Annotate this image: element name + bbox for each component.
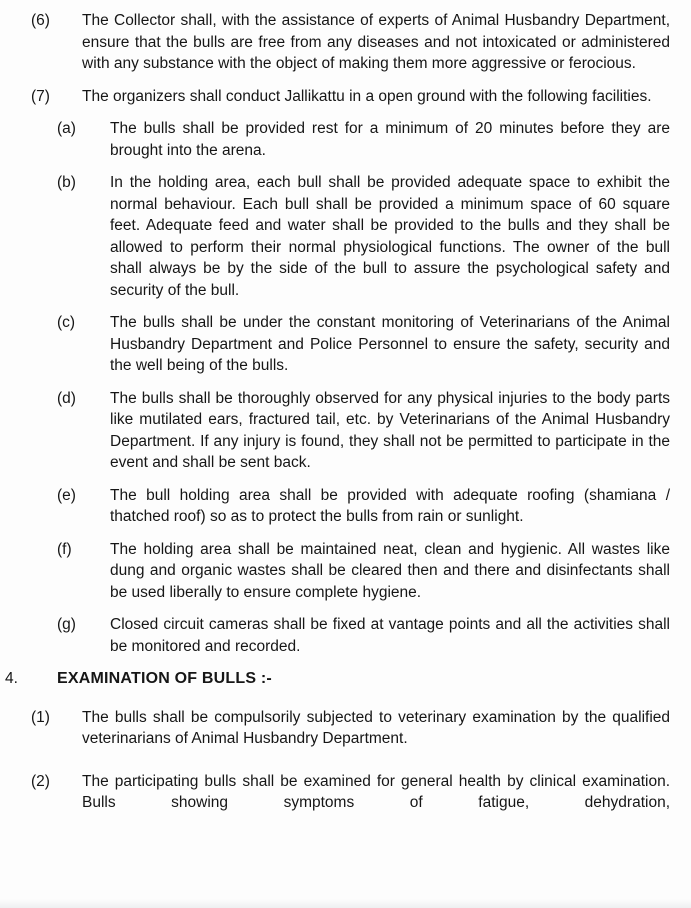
section-number: 4. (5, 670, 18, 687)
item-number: (e) (57, 486, 76, 504)
item-text: The participating bulls shall be examined for general health by clinical examination. Bulls showing symptoms of fatigue, dehydration, (82, 772, 670, 811)
list-item-a (0, 118, 691, 161)
item-number: (g) (57, 616, 76, 633)
list-item-e (0, 485, 691, 528)
section-title: EXAMINATION OF BULLS :- (57, 670, 272, 687)
item-number: (a) (57, 120, 76, 137)
item-number: (c) (57, 314, 76, 331)
scan-edge-artifact (0, 899, 691, 908)
list-item-g (0, 614, 691, 657)
item-text: The bulls shall be under the constant monitoring of Veterinarians of the Animal Husbandry Department and Police Personnel to ensure the safety, security and the well being of the bulls. (110, 314, 670, 374)
list-item-b (0, 172, 691, 301)
item-number: (d) (57, 389, 76, 407)
item-text: In the holding area, each bull shall be provided adequate space to exhibit the normal behaviour. Each bull shall be provided a minimum space of 60 square feet. Adequate feed and water shall be provided to the bulls and they shall be allowed to perform their normal physiological functions. The owner of the bull shall always be by the side of the bull to assure the psychological safety and security of the bull. (110, 174, 670, 299)
item-text: The bulls shall be thoroughly observed for any physical injuries to the body parts like mutilated ears, fractured tail, etc. by Veterinarians of the Animal Husbandry Department. If any injury is found, they shall not be permitted to participate in the event and shall be sent back. (110, 389, 670, 471)
item-number: (b) (57, 174, 76, 191)
list-item-f (0, 539, 691, 604)
item-text: The organizers shall conduct Jallikattu in a open ground with the following facilities. (82, 87, 652, 105)
item-text: The bull holding area shall be provided with adequate roofing (shamiana / thatched roof) so as to protect the bulls from rain or sunlight. (110, 486, 670, 525)
list-item-2 (0, 771, 691, 814)
list-item-6 (0, 10, 691, 75)
list-item-1 (0, 707, 691, 750)
item-number: (7) (31, 87, 50, 105)
item-text: The Collector shall, with the assistance of experts of Animal Husbandry Department, ensure that the bulls are free from any diseases and not intoxicated or administered with any substance with the object of making them more aggressive or ferocious. (82, 12, 670, 72)
item-number: (2) (31, 772, 50, 790)
item-number: (6) (31, 12, 50, 29)
item-number: (f) (57, 540, 72, 558)
list-item-c (0, 312, 691, 377)
item-text: Closed circuit cameras shall be fixed at vantage points and all the activities shall be monitored and recorded. (110, 616, 670, 655)
list-item-d (0, 388, 691, 474)
item-text: The holding area shall be maintained neat, clean and hygienic. All wastes like dung and organic wastes shall be cleared then and there and disinfectants shall be used liberally to ensure complete hygiene. (110, 540, 670, 601)
item-text: The bulls shall be compulsorily subjected to veterinary examination by the qualified veterinarians of Animal Husbandry Department. (82, 708, 670, 747)
section-heading (0, 668, 691, 690)
item-number: (1) (31, 708, 50, 726)
list-item-7 (0, 86, 691, 108)
item-text: The bulls shall be provided rest for a minimum of 20 minutes before they are brought into the arena. (110, 120, 670, 159)
